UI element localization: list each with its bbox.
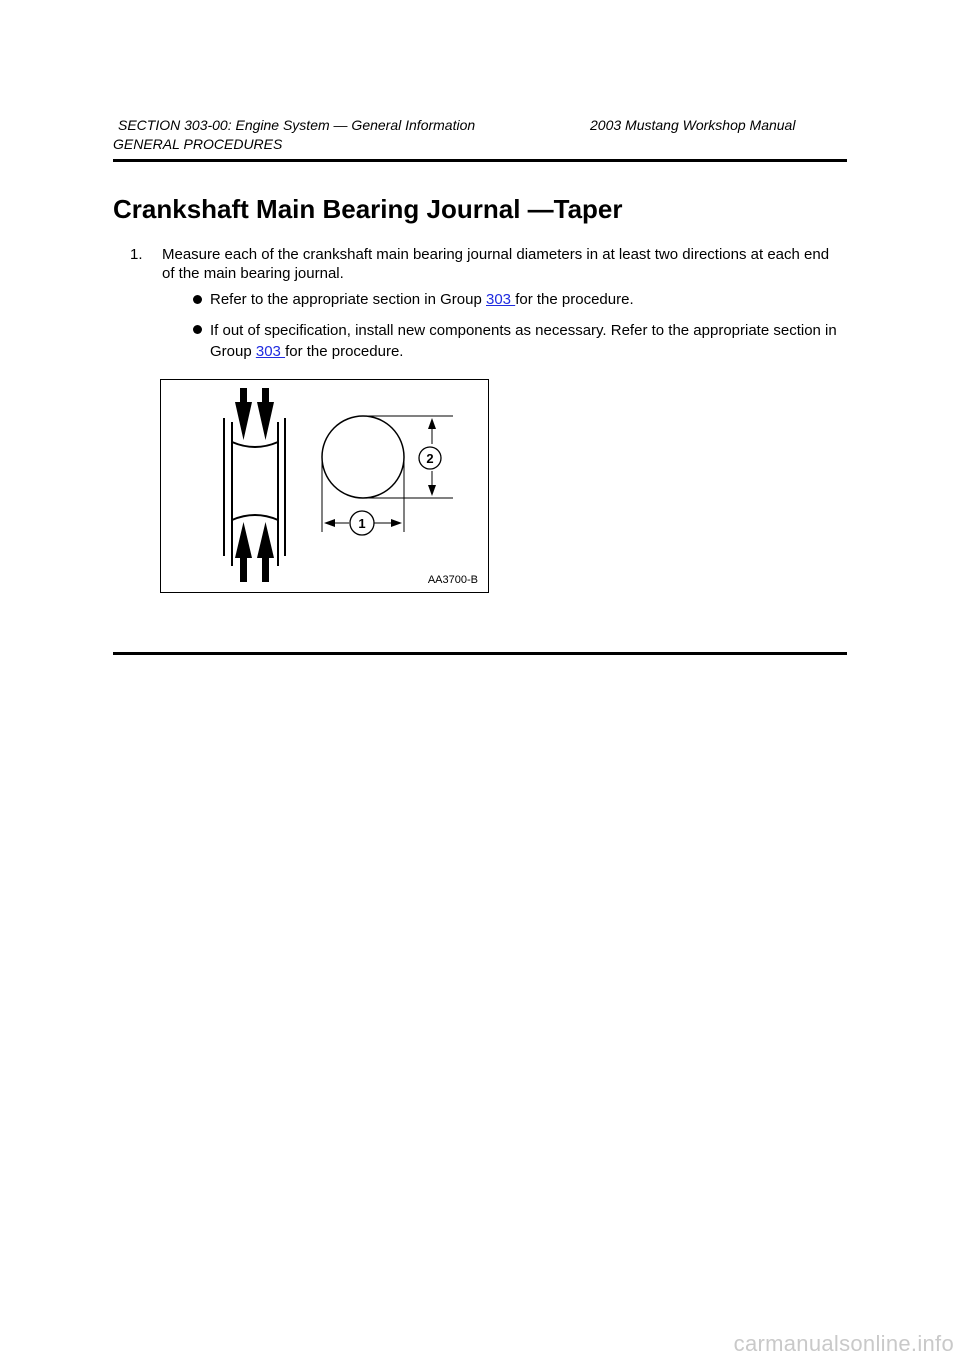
bullet-item (210, 320, 840, 362)
manual-title: 2003 Mustang Workshop Manual (590, 117, 796, 133)
callout-2: 2 (426, 451, 434, 466)
arrow-icon (235, 388, 274, 582)
watermark: carmanualsonline.info (733, 1331, 954, 1356)
journal-diagram (161, 380, 488, 592)
footer-divider (113, 652, 847, 655)
bullet-text: for the procedure. (285, 343, 404, 360)
bullet-text: Refer to the appropriate section in Group (210, 291, 486, 308)
page-title: Crankshaft Main Bearing Journal —Taper (113, 194, 623, 224)
bullet-icon (193, 325, 202, 334)
figure-code: AA3700-B (427, 574, 478, 586)
bullet-item (210, 290, 840, 309)
group-303-link[interactable]: 303 (255, 343, 286, 360)
header-divider (113, 159, 847, 162)
journal-measurement-figure (160, 379, 489, 593)
journal-side-view (224, 418, 285, 566)
bullet-text: If out of specification, install new components as necessary. Refer to the appropriate section in Group (210, 322, 837, 360)
step-number: 1. (130, 246, 143, 263)
subsection-header: GENERAL PROCEDURES (113, 136, 283, 152)
section-header: SECTION 303-00: Engine System — General Information (118, 117, 476, 133)
callout-1: 1 (358, 516, 366, 531)
group-303-link[interactable]: 303 (486, 291, 516, 308)
bullet-text: for the procedure. (515, 291, 634, 308)
bullet-icon (193, 295, 202, 304)
step-text: Measure each of the crankshaft main bearing journal diameters in at least two directions at each end of the main bearing journal. (162, 246, 830, 282)
journal-end-view (322, 416, 404, 498)
